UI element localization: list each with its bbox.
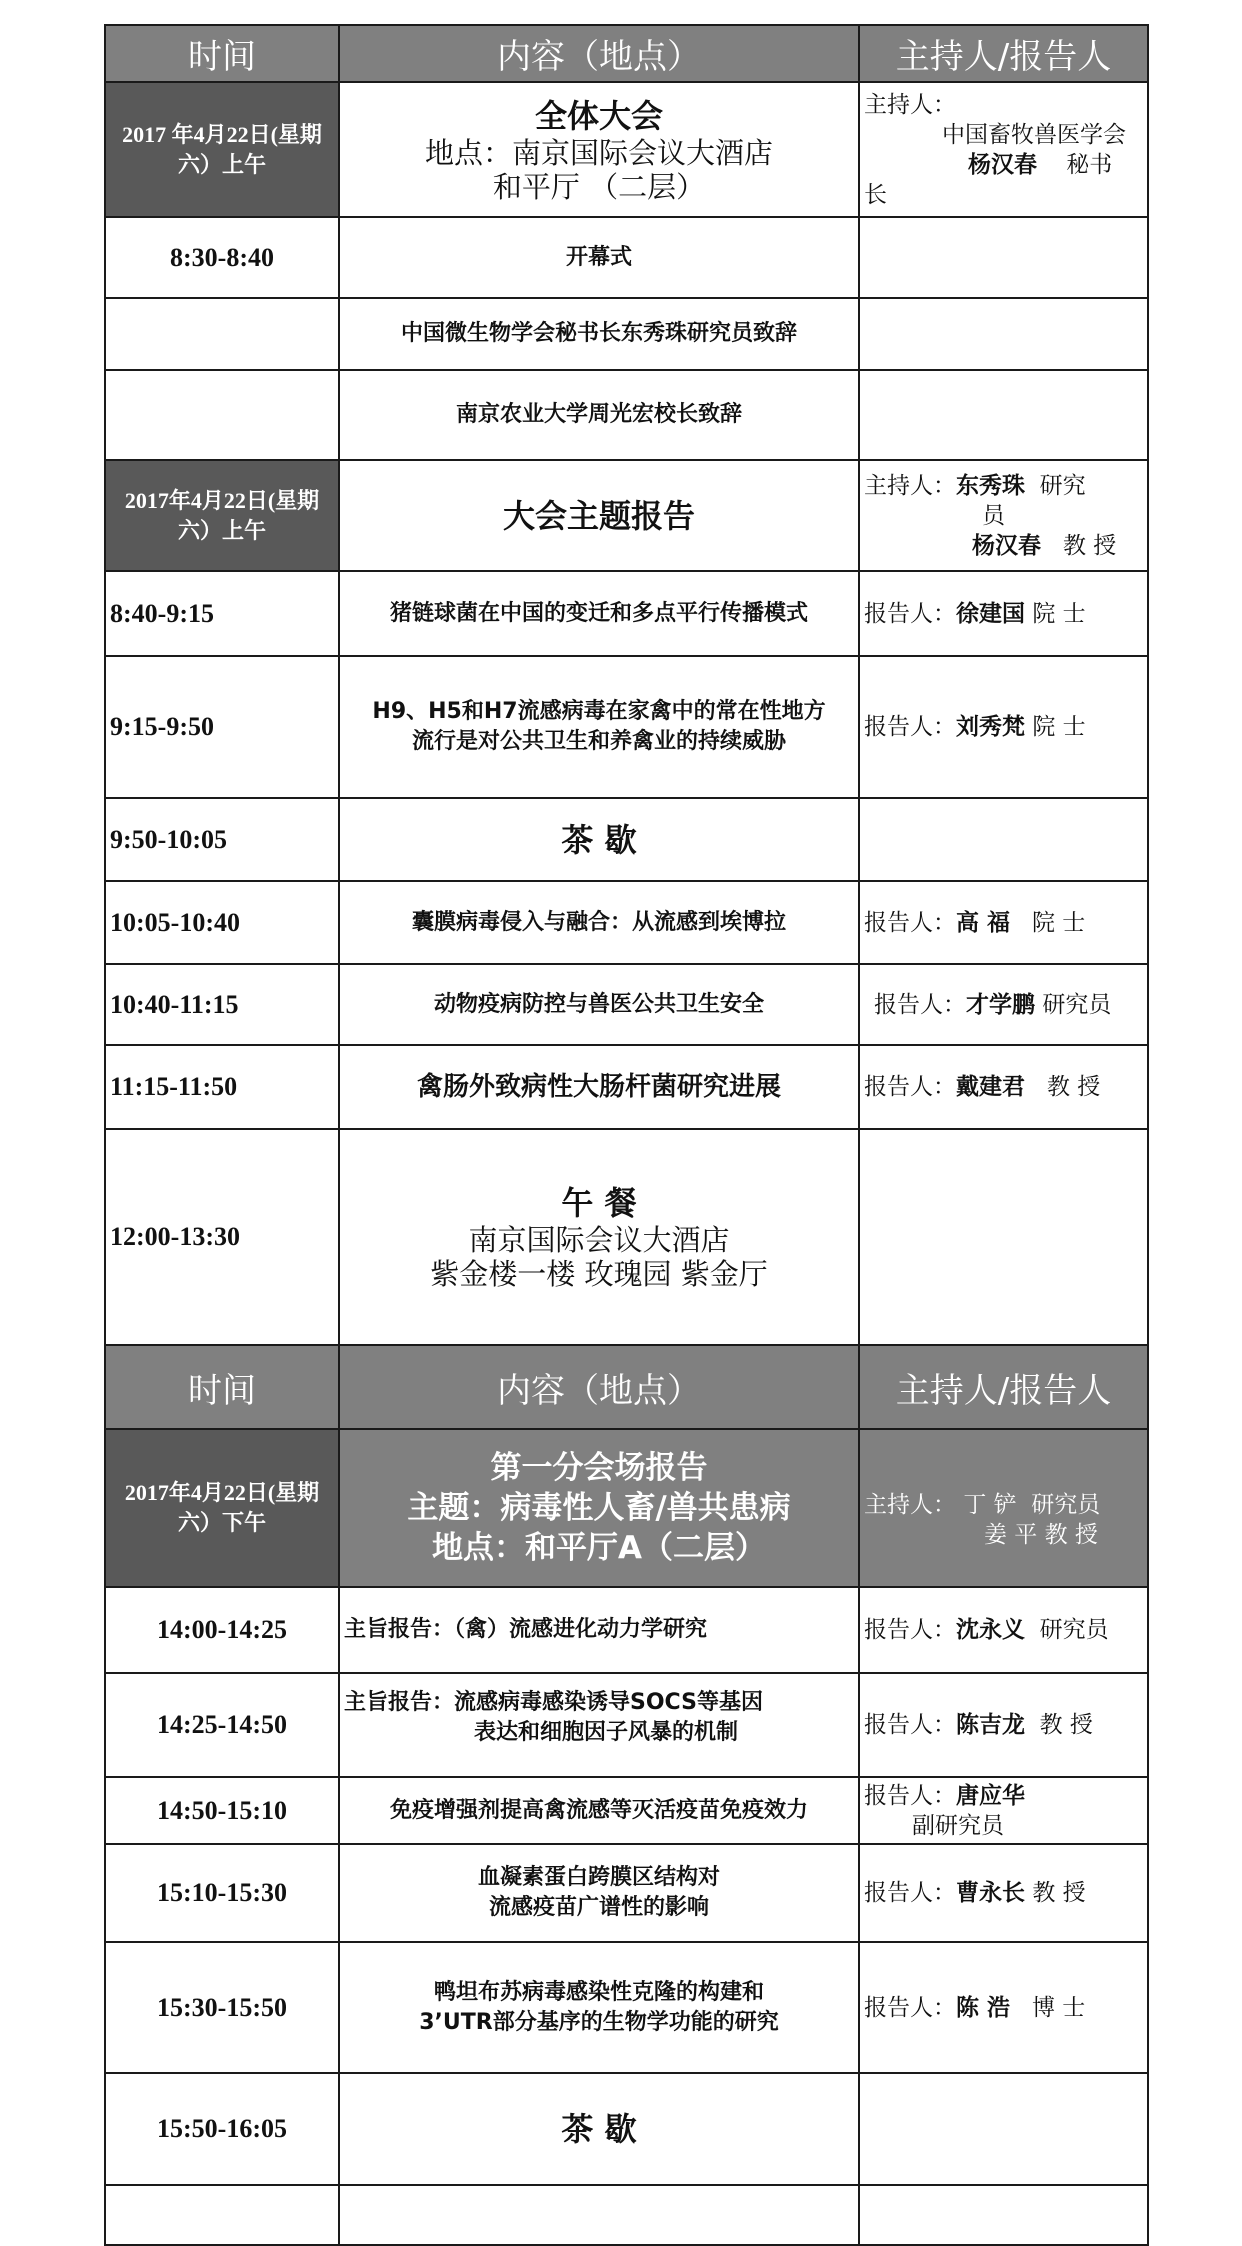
table-row: [105, 1587, 1148, 1673]
host-name: 姜 平: [984, 1522, 1038, 1548]
session-row: [105, 1429, 1148, 1587]
table-row: [105, 370, 1148, 460]
content-cell: 动物疫病防控与兽医公共卫生安全: [339, 964, 859, 1045]
person-cell: [859, 1129, 1148, 1345]
speaker-name: 才学鹏: [966, 991, 1035, 1018]
speaker-label: 报告人：: [864, 714, 956, 740]
speaker-name: 刘秀梵: [956, 714, 1025, 740]
lunch-location-1: 南京国际会议大酒店: [468, 1223, 730, 1257]
content-cell: [339, 2185, 859, 2245]
content-cell: [339, 1673, 859, 1777]
time-cell: 9:50-10:05: [105, 798, 339, 881]
person-cell: [859, 881, 1148, 964]
plenary-location-2: 和平厅 （二层）: [492, 169, 706, 204]
speaker-label: 报告人：: [864, 1617, 956, 1643]
person-cell: [859, 2185, 1148, 2245]
time-cell: [105, 370, 339, 460]
time-cell: 9:15-9:50: [105, 656, 339, 798]
table-row: [105, 217, 1148, 298]
person-cell: [859, 298, 1148, 370]
speaker-label: 报告人：: [864, 1782, 956, 1809]
host-title: 教 授: [1044, 1522, 1098, 1548]
session-location: 地点：和平厅A（二层）: [432, 1530, 766, 1566]
table-row: [105, 1673, 1148, 1777]
host-label: 主持人：: [864, 91, 956, 118]
table-row: [105, 964, 1148, 1045]
speaker-label: 报告人：: [864, 1712, 956, 1738]
plenary-host: [859, 82, 1148, 217]
content-cell: [339, 1942, 859, 2073]
person-cell: [859, 1942, 1148, 2073]
host-title: 研究员: [1031, 1492, 1101, 1518]
host-title: 教 授: [1062, 532, 1117, 559]
speaker-name: 徐建国: [956, 600, 1025, 627]
person-cell: [859, 571, 1148, 656]
host-org: 中国畜牧兽医学会: [942, 121, 1126, 148]
table-row: [105, 298, 1148, 370]
content-line: 3’UTR部分基序的生物学功能的研究: [419, 2009, 779, 2035]
speaker-title: 教 授: [1032, 1880, 1086, 1906]
content-cell: 猪链球菌在中国的变迁和多点平行传播模式: [339, 571, 859, 656]
time-cell: 15:30-15:50: [105, 1942, 339, 2073]
keynote-hosts: [859, 460, 1148, 571]
speaker-name: 陈吉龙: [956, 1712, 1025, 1738]
table-row: [105, 1045, 1148, 1129]
break-label: 茶 歇: [561, 820, 637, 859]
speaker-label: 报告人：: [874, 991, 966, 1018]
table-row: [105, 2185, 1148, 2245]
host-name: 杨汉春: [972, 532, 1041, 559]
keynote-row: [105, 460, 1148, 571]
content-line: H9、H5和H7流感病毒在家禽中的常在性地方: [372, 699, 826, 724]
person-cell: [859, 1844, 1148, 1942]
time-cell: 12:00-13:30: [105, 1129, 339, 1345]
content-cell: [339, 798, 859, 881]
speaker-title: 博 士: [1031, 1994, 1086, 2021]
content-cell: 禽肠外致病性大肠杆菌研究进展: [339, 1045, 859, 1129]
content-cell: 主旨报告：（禽）流感进化动力学研究: [339, 1587, 859, 1673]
speaker-title: 院 士: [1032, 600, 1086, 627]
header-person: 主持人/报告人: [859, 25, 1148, 82]
table-row: [105, 798, 1148, 881]
plenary-title: 全体大会: [534, 96, 663, 135]
session-date: 2017年4月22日(星期六）下午: [105, 1429, 339, 1587]
lunch-content: [339, 1129, 859, 1345]
person-cell: [859, 1777, 1148, 1844]
session-hosts: [859, 1429, 1148, 1587]
plenary-location-1: 地点：南京国际会议大酒店: [424, 135, 773, 170]
content-line: 血凝素蛋白跨膜区结构对: [477, 1865, 720, 1890]
person-cell: [859, 370, 1148, 460]
host-name: 杨汉春: [968, 151, 1037, 178]
time-cell: 10:40-11:15: [105, 964, 339, 1045]
person-cell: [859, 798, 1148, 881]
table-row: [105, 571, 1148, 656]
speaker-name: 戴建君: [956, 1074, 1025, 1100]
host-title: 秘书: [1066, 151, 1113, 178]
table-row: [105, 881, 1148, 964]
time-cell: 10:05-10:40: [105, 881, 339, 964]
speaker-title: 研究员: [1039, 1617, 1109, 1643]
header-person: 主持人/报告人: [859, 1345, 1148, 1429]
time-cell: 15:50-16:05: [105, 2073, 339, 2185]
content-line: 表达和细胞因子风暴的机制: [474, 1720, 739, 1745]
host-title-end: 长: [864, 181, 887, 208]
content-line: 鸭坦布苏病毒感染性克隆的构建和: [433, 1979, 764, 2005]
person-cell: [859, 1045, 1148, 1129]
speaker-label: 报告人：: [864, 909, 956, 936]
header-time: 时间: [105, 25, 339, 82]
plenary-row: [105, 82, 1148, 217]
header-content: 内容（地点）: [339, 25, 859, 82]
session-title: 第一分会场报告: [490, 1450, 708, 1486]
speaker-label: 报告人：: [864, 600, 956, 627]
time-cell: 14:00-14:25: [105, 1587, 339, 1673]
time-cell: 11:15-11:50: [105, 1045, 339, 1129]
content-cell: 免疫增强剂提高禽流感等灭活疫苗免疫效力: [339, 1777, 859, 1844]
speaker-name: 沈永义: [956, 1617, 1025, 1643]
speaker-title: 研究员: [1042, 991, 1112, 1018]
time-cell: 8:30-8:40: [105, 217, 339, 298]
host-name: 丁 铲: [963, 1492, 1017, 1518]
speaker-label: 报告人：: [864, 1994, 956, 2021]
person-cell: [859, 656, 1148, 798]
speaker-name: 唐应华: [956, 1782, 1025, 1809]
person-cell: [859, 1587, 1148, 1673]
speaker-title: 院 士: [1031, 909, 1086, 936]
speaker-name: 陈 浩: [956, 1994, 1011, 2021]
header-content: 内容（地点）: [339, 1345, 859, 1429]
schedule-table: [104, 24, 1149, 2246]
keynote-date: 2017年4月22日(星期六）上午: [105, 460, 339, 571]
content-cell: 开幕式: [339, 217, 859, 298]
time-cell: 15:10-15:30: [105, 1844, 339, 1942]
speaker-label: 报告人：: [864, 1074, 956, 1100]
table-row: [105, 1844, 1148, 1942]
time-cell: [105, 298, 339, 370]
speaker-title: 教 授: [1039, 1712, 1093, 1738]
host-label: 主持人：: [864, 472, 956, 499]
speaker-title: 院 士: [1032, 714, 1086, 740]
time-cell: 14:25-14:50: [105, 1673, 339, 1777]
content-cell: 中国微生物学会秘书长东秀珠研究员致辞: [339, 298, 859, 370]
host-label: 主持人：: [864, 1492, 956, 1518]
table-header: [105, 1345, 1148, 1429]
lunch-title: 午 餐: [561, 1184, 637, 1222]
table-row: [105, 2073, 1148, 2185]
speaker-name: 高 福: [956, 909, 1011, 936]
content-cell: 南京农业大学周光宏校长致辞: [339, 370, 859, 460]
host-title: 研究: [1039, 472, 1086, 499]
content-line: 流感疫苗广谱性的影响: [488, 1895, 709, 1920]
time-cell: [105, 2185, 339, 2245]
table-row: [105, 656, 1148, 798]
table-header: [105, 25, 1148, 82]
plenary-date: 2017 年4月22日(星期六）上午: [105, 82, 339, 217]
content-line: 流行是对公共卫生和养禽业的持续威胁: [411, 729, 786, 754]
content-cell: [339, 1844, 859, 1942]
person-cell: [859, 1673, 1148, 1777]
lunch-location-2: 紫金楼一楼 玫瑰园 紫金厅: [430, 1257, 768, 1291]
speaker-title: 教 授: [1046, 1074, 1101, 1100]
break-label: 茶 歇: [561, 2110, 637, 2148]
person-cell: [859, 2073, 1148, 2185]
time-cell: 14:50-15:10: [105, 1777, 339, 1844]
content-cell: [339, 656, 859, 798]
lunch-row: [105, 1129, 1148, 1345]
table-row: [105, 1777, 1148, 1844]
content-cell: [339, 2073, 859, 2185]
host-title-end: 员: [982, 502, 1005, 529]
table-row: [105, 1942, 1148, 2073]
person-cell: [859, 964, 1148, 1045]
host-name: 东秀珠: [956, 472, 1025, 499]
speaker-title: 副研究员: [912, 1812, 1004, 1839]
content-line: 主旨报告：流感病毒感染诱导SOCS等基因: [344, 1690, 763, 1715]
speaker-name: 曹永长: [956, 1880, 1025, 1906]
header-time: 时间: [105, 1345, 339, 1429]
plenary-content: [339, 82, 859, 217]
keynote-title: 大会主题报告: [502, 496, 695, 535]
content-cell: 囊膜病毒侵入与融合：从流感到埃博拉: [339, 881, 859, 964]
keynote-content: [339, 460, 859, 571]
person-cell: [859, 217, 1148, 298]
session-content: [339, 1429, 859, 1587]
session-theme: 主题：病毒性人畜/兽共患病: [407, 1490, 791, 1526]
time-cell: 8:40-9:15: [105, 571, 339, 656]
speaker-label: 报告人：: [864, 1880, 956, 1906]
